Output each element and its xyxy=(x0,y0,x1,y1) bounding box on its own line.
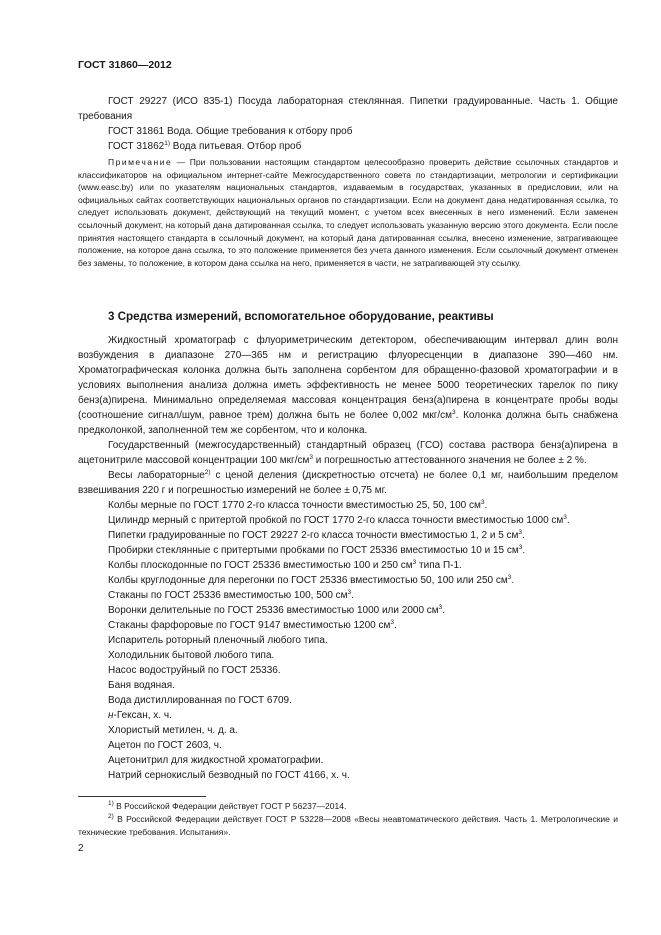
reference-item: ГОСТ 31861 Вода. Общие требования к отбору проб xyxy=(108,126,353,137)
normative-references-list xyxy=(78,94,618,154)
footnote-separator xyxy=(78,796,206,797)
list-item: н-Гексан, х. ч. xyxy=(108,710,172,721)
section-body xyxy=(78,333,618,783)
list-item: Ацетонитрил для жидкостной хроматографии. xyxy=(108,755,324,766)
paragraph: Весы лабораторные$^{2)}$ с ценой деления (дискретностью отсчета) не более 0,1 мг, наибольшим пределом взвешивания 220 г и погрешностью измерений не более ± 0,75 мг. xyxy=(78,469,618,496)
list-item: Колбы плоскодонные по ГОСТ 25336 вместимостью 100 и 250 $см^3$ типа П-1. xyxy=(108,559,462,571)
list-item: Испаритель роторный пленочный любого типа. xyxy=(108,635,328,646)
list-item: Стаканы фарфоровые по ГОСТ 9147 вместимостью 1200 $см^3$. xyxy=(108,619,397,631)
list-item: Холодильник бытовой любого типа. xyxy=(108,650,275,661)
reference-item: ГОСТ 29227 (ИСО 835-1) Посуда лабораторная стеклянная. Пипетки градуированные. Часть 1. Общие требования xyxy=(78,96,618,122)
page-number: 2 xyxy=(78,843,84,854)
note-paragraph xyxy=(78,156,618,269)
note-text: — При пользовании настоящим стандартом целесообразно проверить действие ссылочных стандартов и классификаторов на официальном интернет-сайте Межгосударственного совета по стандартизации, метрологии и сертификации (www.easc.by) или по указателям национальных стандартов, издаваемым в государствах, указанных в предисловии, или на официальных сайтах соответствующих национальных органов по стандартизации. Если на документ дана недатированная ссылка, то следует использовать документ, действующий на текущий момент, с учетом всех внесенных в него изменений. Если заменен ссылочный документ, на который дана датированная ссылка, то следует использовать указанную версию этого документа. Если после принятия настоящего стандарта в ссылочный документ, на который дана датированная ссылка, внесено изменение, затрагивающее положение, на которое дана ссылка, то это положение применяется без учета данного изменения. Если ссылочный документ отменен без замены, то положение, в котором дана ссылка на него, применяется в части, не затрагивающей эту ссылку. xyxy=(78,157,618,268)
footnote: $^{2)}$ В Российской Федерации действует ГОСТ Р 53228—2008 «Весы неавтоматического действия. Часть 1. Метрологические и технические требования. Испытания». xyxy=(78,813,618,837)
list-item: Колбы мерные по ГОСТ 1770 2-го класса точности вместимостью 25, 50, 100 $см^3$. xyxy=(108,499,488,511)
section-heading: 3 Средства измерений, вспомогательное оборудование, реактивы xyxy=(108,310,494,323)
list-item: Вода дистиллированная по ГОСТ 6709. xyxy=(108,695,292,706)
list-item: Хлористый метилен, ч. д. а. xyxy=(108,725,238,736)
footnote-mark: 2) xyxy=(204,469,211,476)
note-label: Примечание xyxy=(108,157,173,167)
paragraph: Государственный (межгосударственный) стандартный образец (ГСО) состава раствора бенз(а)пирена в ацетонитриле массовой концентрации 100 мкг/$см^3$ и погрешностью аттестованного значения не более ± 2 %. xyxy=(78,440,618,466)
list-item: Пробирки стеклянные с притертыми пробками по ГОСТ 25336 вместимостью 10 и 15 $см^3$. xyxy=(108,544,526,556)
footnote: $^{1)}$ В Российской Федерации действует ГОСТ Р 56237—2014. xyxy=(108,800,347,811)
footnote-mark: 1) xyxy=(164,140,170,147)
list-item: Воронки делительные по ГОСТ 25336 вместимостью 1000 или 2000 $см^3$. xyxy=(108,604,446,616)
list-item: Баня водяная. xyxy=(108,680,175,691)
list-item: Насос водоструйный по ГОСТ 25336. xyxy=(108,665,281,676)
document-code-header: ГОСТ 31860—2012 xyxy=(78,59,172,71)
list-item: Пипетки градуированные по ГОСТ 29227 2-го класса точности вместимостью 1, 2 и 5 $см^3$. xyxy=(108,529,525,541)
list-item: Натрий сернокислый безводный по ГОСТ 4166, х. ч. xyxy=(108,770,350,781)
list-item: Стаканы по ГОСТ 25336 вместимостью 100, 500 $см^3$. xyxy=(108,589,354,601)
equipment-list xyxy=(78,498,618,783)
reference-item: ГОСТ 31862$^{1)}$ Вода питьевая. Отбор проб xyxy=(108,140,302,152)
paragraph: Жидкостный хроматограф с флуориметрическим детектором, обеспечивающим интервал длин волн возбуждения в диапазоне 270—365 нм и регистрацию флуоресценции в диапазоне 390—460 нм. Хроматографическая колонка должна быть заполнена сорбентом для обращенно-фазовой хроматографии и в условиях выполнения анализа должна иметь эффективность не менее 5000 теоретических тарелок по пику бенз(а)пирена. Минимально определяемая массовая концентрация бенз(а)пирена в концентрате пробы воды (соотношение сигнал/шум, равное трем) должна быть не более 0,002 мкг/$см^3$. Колонка должна быть снабжена предколонкой, заполненной тем же сорбентом, что и колонка. xyxy=(78,335,618,436)
list-item: Цилиндр мерный с притертой пробкой по ГОСТ 1770 2-го класса точности вместимостью 1000 $см^3$. xyxy=(108,514,570,526)
list-item: Колбы круглодонные для перегонки по ГОСТ 25336 вместимостью 50, 100 или 250 $см^3$. xyxy=(108,574,515,586)
list-item: Ацетон по ГОСТ 2603, ч. xyxy=(108,740,222,751)
footnotes xyxy=(78,800,618,839)
